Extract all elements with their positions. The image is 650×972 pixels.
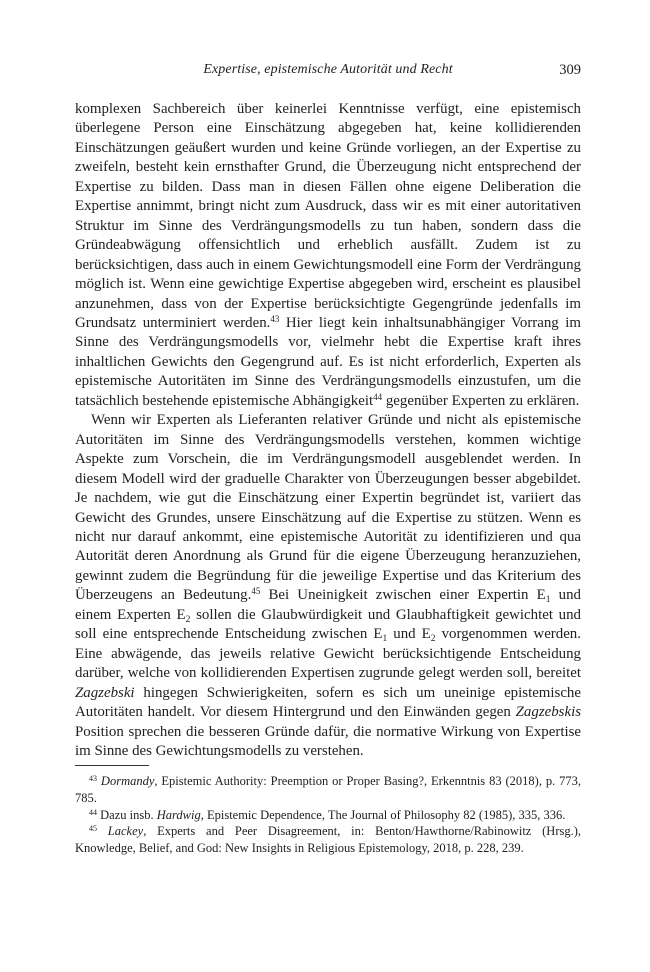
footnote-author: Dormandy	[100, 774, 155, 788]
text-run: und E	[387, 626, 431, 643]
text-run: Position sprechen die besseren Gründe dafür, die normative Wirkung von Expertise im Sinne des Gewichtungsmodells zu verstehen.	[75, 723, 581, 759]
footnote-text: , Epistemic Dependence, The Journal of Philosophy 82 (1985), 335, 336.	[200, 807, 566, 822]
footnote-text: Dazu insb.	[100, 807, 157, 822]
author-name: Zagzebski	[75, 684, 135, 701]
page-header	[75, 62, 581, 82]
footnote-ref: 44	[373, 391, 383, 402]
text-run: sollen die Glaubwürdigkeit und Glaubhaftigkeit gewichtet und soll eine entsprechende Entscheidung zwischen E	[75, 606, 581, 643]
footnote-separator	[75, 765, 149, 766]
footnotes	[75, 773, 581, 857]
footnote-author: Hardwig	[156, 807, 201, 822]
footnote-text: , Experts and Peer Disagreement, in: Benton/Hawthorne/Rabinowitz (Hrsg.), Knowledge, Belief, and God: New Insights in Religious Epistemology, 2018, p. 228, 239.	[75, 824, 582, 856]
author-name: Zagzebskis	[515, 704, 581, 721]
footnote-ref: 45	[251, 586, 261, 597]
text-run: Bei Uneinigkeit zwischen einer Expertin E	[260, 587, 546, 604]
paragraph	[75, 411, 581, 761]
text-run: hingegen Schwierigkeiten, sofern es sich um uneinige epistemische Autoritäten handelt. Vor diesem Hintergrund und den Einwänden gegen	[75, 684, 581, 721]
subscript: 2	[185, 614, 191, 625]
footnote-number: 44	[89, 807, 97, 817]
subscript: 1	[382, 634, 388, 645]
text-run: gegenüber Experten zu erklären.	[382, 392, 580, 409]
footnote	[75, 773, 581, 807]
main-text	[75, 100, 581, 761]
text-run: vorgenommen werden. Eine abwägende, das jeweils relative Gewicht berücksichtigende Entscheidung darüber, welche von kollidierenden Expertisen zugrunde gelegt werden soll, bereitet	[75, 626, 581, 682]
subscript: 1	[545, 595, 551, 606]
footnote-text: , Epistemic Authority: Preemption or Proper Basing?, Erkenntnis 83 (2018), p. 773, 785.	[75, 774, 582, 805]
text-run: komplexen Sachbereich über keinerlei Kenntnisse verfügt, eine epistemisch überlegene Person eine Einschätzung abgegeben hat, keine kollidierenden Einschätzungen geäußert wurden und keine Gründe vorliegen, an der Expertise zu zweifeln, besteht kein ernsthafter Grund, die Überzeugung nicht entsprechend der Expertise zu bilden. Dass man in diesen Fällen ohne eigene Deliberation die Expertise annimmt, bringt nicht zum Ausdruck, dass wir es mit einer autoritativen Struktur im Sinne des Verdrängungsmodells zu tun haben, sondern dass die Gründeabwägung offensichtlich und erheblich ausfällt. Zudem ist zu berücksichtigen, dass auch in einem Gewichtungsmodell eine Form der Verdrängung möglich ist. Wenn eine gewichtige Expertise abgegeben wird, erscheint es plausibel anzunehmen, dass von der Expertise berücksichtigte Gegengründe jedenfalls im Grundsatz unterminiert werden.	[75, 101, 581, 331]
paragraph	[75, 100, 581, 411]
text-run: und einem Experten E	[75, 587, 581, 623]
text-run: Hier liegt kein inhaltsunabhängiger Vorrang im Sinne des Verdrängungsmodells vor, vielmehr hebt die Expertise kraft ihres inhaltlichen Gewichts den Gegengrund auf. Es ist nicht erforderlich, Experten als epistemische Autoritäten im Sinne des Verdrängungsmodells einzustufen, um die tatsächlich bestehende epistemische Abhängigkeit	[75, 314, 582, 409]
footnote-ref: 43	[270, 313, 280, 324]
footnote-number: 45	[89, 824, 97, 834]
subscript: 2	[430, 634, 436, 645]
footnote	[75, 823, 581, 857]
footnote-author: Lackey	[107, 824, 144, 839]
text-run: Wenn wir Experten als Lieferanten relativer Gründe und nicht als epistemische Autoritäten im Sinne des Verdrängungsmodells verstehen, kommen wichtige Aspekte zum Vorschein, die im Verdrängungsmodell ausgeblendet werden. In diesem Modell wird der graduelle Charakter von Überzeugungen besser abgebildet. Je nachdem, wie gut die Einschätzung einer Expertin begründet ist, variiert das Gewicht des Grundes, unsere Einschätzung auf die Expertise zu stützen. Wenn es nicht nur darauf ankommt, eine epistemische Autorität zu identifizieren und qua Autorität deren Anordnung als Grund für die eigene Überzeugung heranzuziehen, gewinnt zudem die Begründung für die jeweilige Expertise und das Kriterium des Überzeugens an Bedeutung.	[75, 412, 581, 604]
page-number: 309	[559, 62, 581, 78]
running-head: Expertise, epistemische Autorität und Recht	[203, 62, 453, 77]
footnote-number: 43	[89, 774, 97, 783]
footnote	[75, 807, 581, 824]
